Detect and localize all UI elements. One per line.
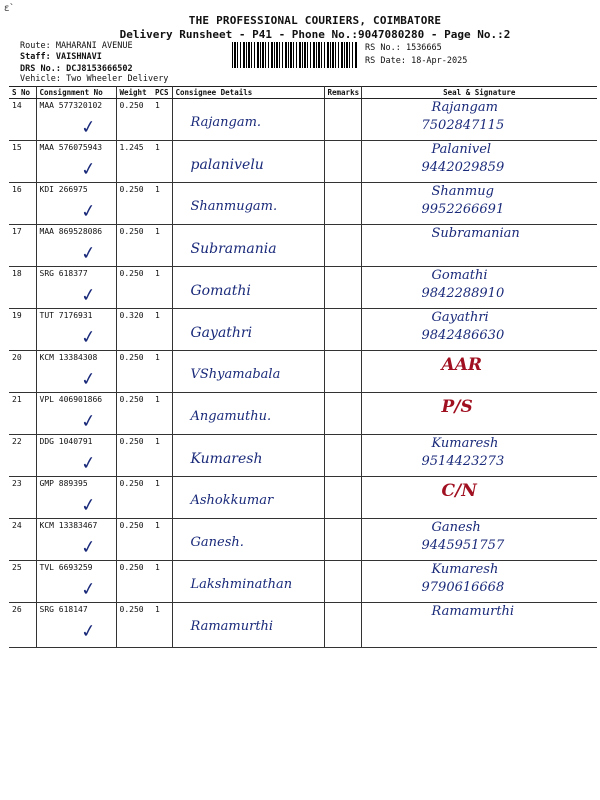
runsheet-title: Delivery Runsheet - P41 - Phone No.:9047080280 - Page No.:2: [119, 28, 511, 41]
col-pcs: PCS: [152, 87, 172, 99]
pcs-cell: 1: [152, 435, 172, 477]
table-row: [9, 183, 597, 225]
consignment-cell: [36, 99, 116, 141]
check-mark-icon: ✓: [79, 410, 97, 433]
signature-cell: [361, 393, 597, 435]
sno-cell: 24: [9, 519, 36, 561]
consignee-cell: [172, 225, 324, 267]
phone-handwritten: 9842288910: [421, 286, 505, 301]
phone-handwritten: 9442029859: [421, 160, 505, 175]
consignee-name-handwritten: Subramania: [190, 241, 277, 257]
signature-handwritten: Subramanian: [431, 226, 520, 241]
sno-cell: 19: [9, 309, 36, 351]
consignment-cell: [36, 309, 116, 351]
remarks-cell: [324, 141, 361, 183]
table-header-row: [9, 87, 597, 99]
signature-handwritten: Ramamurthi: [431, 604, 515, 619]
signature-handwritten: Rajangam: [431, 100, 498, 115]
signature-handwritten: P/S: [441, 397, 473, 417]
remarks-cell: [324, 561, 361, 603]
check-mark-icon: ✓: [79, 494, 97, 517]
remarks-cell: [324, 225, 361, 267]
table-row: [9, 267, 597, 309]
signature-cell: [361, 603, 597, 648]
drs-value: DCJ8153666502: [66, 64, 133, 74]
consignee-cell: [172, 561, 324, 603]
phone-handwritten: 9514423273: [421, 454, 505, 469]
consignment-cell: [36, 519, 116, 561]
signature-cell: [361, 183, 597, 225]
signature-cell: [361, 267, 597, 309]
consignment-cell: [36, 393, 116, 435]
consignment-no: MAA 576075943: [39, 143, 103, 152]
consignee-cell: [172, 267, 324, 309]
signature-cell: [361, 99, 597, 141]
sno-cell: 18: [9, 267, 36, 309]
drs-line: DRS No.: DCJ8153666502: [20, 64, 133, 74]
check-mark-icon: ✓: [79, 452, 97, 475]
signature-cell: [361, 351, 597, 393]
consignee-cell: [172, 351, 324, 393]
consignment-no: KCM 13383467: [39, 521, 98, 530]
weight-cell: 1.245: [116, 141, 152, 183]
consignee-name-handwritten: VShyamabala: [190, 367, 281, 382]
col-signature: Seal & Signature: [361, 87, 597, 99]
weight-cell: 0.250: [116, 225, 152, 267]
pcs-cell: 1: [152, 141, 172, 183]
sno-cell: 25: [9, 561, 36, 603]
consignment-cell: [36, 561, 116, 603]
check-mark-icon: ✓: [79, 368, 97, 391]
consignment-no: KCM 13384308: [39, 353, 98, 362]
consignment-no: GMP 889395: [39, 479, 88, 488]
consignment-cell: [36, 603, 116, 648]
consignee-name-handwritten: Angamuthu.: [190, 409, 272, 424]
phone-handwritten: 9952266691: [421, 202, 505, 217]
consignee-cell: [172, 477, 324, 519]
pcs-cell: 1: [152, 351, 172, 393]
remarks-cell: [324, 477, 361, 519]
pcs-cell: 1: [152, 183, 172, 225]
runsheet-table: [9, 86, 597, 648]
sno-cell: 21: [9, 393, 36, 435]
table-row: [9, 99, 597, 141]
sno-cell: 22: [9, 435, 36, 477]
consignment-cell: [36, 141, 116, 183]
consignee-cell: [172, 435, 324, 477]
table-row: [9, 309, 597, 351]
vehicle-line: Vehicle: Two Wheeler Delivery: [20, 74, 169, 84]
weight-cell: 0.250: [116, 435, 152, 477]
signature-cell: [361, 225, 597, 267]
weight-cell: 0.250: [116, 99, 152, 141]
rs-date-value: 18-Apr-2025: [411, 56, 468, 66]
table-row: [9, 519, 597, 561]
consignment-no: VPL 406901866: [39, 395, 103, 404]
vehicle-value: Two Wheeler Delivery: [66, 74, 169, 84]
sno-cell: 15: [9, 141, 36, 183]
table-row: [9, 141, 597, 183]
table-row: [9, 225, 597, 267]
remarks-cell: [324, 435, 361, 477]
signature-handwritten: Ganesh: [431, 520, 481, 535]
col-consignment: Consignment No: [36, 87, 116, 99]
consignee-cell: [172, 99, 324, 141]
check-mark-icon: ✓: [79, 116, 97, 139]
rs-no-value: 1536665: [405, 43, 442, 53]
signature-handwritten: Kumaresh: [431, 562, 499, 577]
signature-cell: [361, 561, 597, 603]
pcs-cell: 1: [152, 519, 172, 561]
consignee-name-handwritten: Ramamurthi: [190, 619, 274, 634]
phone-handwritten: 9842486630: [421, 328, 505, 343]
check-mark-icon: ✓: [79, 536, 97, 559]
pcs-cell: 1: [152, 225, 172, 267]
sno-cell: 26: [9, 603, 36, 648]
table-row: [9, 603, 597, 648]
remarks-cell: [324, 603, 361, 648]
consignee-name-handwritten: Rajangam.: [190, 115, 262, 130]
rs-info: RS No.: 1536665 RS Date: 18-Apr-2025: [365, 43, 468, 66]
check-mark-icon: ✓: [79, 326, 97, 349]
sno-cell: 16: [9, 183, 36, 225]
consignee-cell: [172, 183, 324, 225]
pcs-cell: 1: [152, 477, 172, 519]
check-mark-icon: ✓: [79, 242, 97, 265]
consignment-cell: [36, 435, 116, 477]
col-sno: S No: [9, 87, 36, 99]
remarks-cell: [324, 99, 361, 141]
signature-handwritten: Shanmug: [431, 184, 494, 199]
pcs-cell: 1: [152, 267, 172, 309]
consignment-cell: [36, 267, 116, 309]
sno-cell: 14: [9, 99, 36, 141]
phone-handwritten: 7502847115: [421, 118, 505, 133]
col-remarks: Remarks: [324, 87, 361, 99]
signature-handwritten: Palanivel: [431, 142, 492, 157]
check-mark-icon: ✓: [79, 620, 97, 643]
consignment-no: SRG 618147: [39, 605, 88, 614]
signature-handwritten: Kumaresh: [431, 436, 499, 451]
weight-cell: 0.250: [116, 183, 152, 225]
table-row: [9, 477, 597, 519]
pcs-cell: 1: [152, 603, 172, 648]
check-mark-icon: ✓: [79, 158, 97, 181]
signature-handwritten: AAR: [441, 355, 483, 375]
signature-cell: [361, 141, 597, 183]
signature-cell: [361, 477, 597, 519]
consignment-cell: [36, 477, 116, 519]
consignment-no: TUT 7176931: [39, 311, 93, 320]
col-consignee: Consignee Details: [172, 87, 324, 99]
sno-cell: 23: [9, 477, 36, 519]
consignee-name-handwritten: Lakshminathan: [190, 577, 293, 592]
signature-handwritten: C/N: [441, 481, 477, 501]
company-title: THE PROFESSIONAL COURIERS, COIMBATORE: [188, 14, 442, 27]
consignee-name-handwritten: Kumaresh: [190, 451, 263, 467]
weight-cell: 0.250: [116, 351, 152, 393]
sno-cell: 17: [9, 225, 36, 267]
route-line: Route: MAHARANI AVENUE: [20, 41, 133, 51]
remarks-cell: [324, 309, 361, 351]
weight-cell: 0.250: [116, 267, 152, 309]
consignee-name-handwritten: Ashokkumar: [190, 493, 274, 508]
consignment-cell: [36, 351, 116, 393]
consignee-name-handwritten: palanivelu: [190, 157, 264, 173]
weight-cell: 0.250: [116, 561, 152, 603]
check-mark-icon: ✓: [79, 578, 97, 601]
remarks-cell: [324, 183, 361, 225]
consignment-no: MAA 577320102: [39, 101, 103, 110]
consignment-no: KDI 266975: [39, 185, 88, 194]
remarks-cell: [324, 351, 361, 393]
consignee-name-handwritten: Gomathi: [190, 283, 251, 299]
barcode: [232, 42, 357, 68]
remarks-cell: [324, 267, 361, 309]
phone-handwritten: 9790616668: [421, 580, 505, 595]
table-row: [9, 435, 597, 477]
signature-cell: [361, 519, 597, 561]
weight-cell: 0.320: [116, 309, 152, 351]
consignee-cell: [172, 519, 324, 561]
phone-handwritten: 9445951757: [421, 538, 505, 553]
signature-cell: [361, 309, 597, 351]
consignee-name-handwritten: Gayathri: [190, 325, 253, 341]
pcs-cell: 1: [152, 99, 172, 141]
sno-cell: 20: [9, 351, 36, 393]
staff-line: Staff: VAISHNAVI: [20, 52, 102, 62]
consignee-cell: [172, 141, 324, 183]
signature-handwritten: Gomathi: [431, 268, 488, 283]
consignee-name-handwritten: Ganesh.: [190, 535, 244, 550]
table-row: [9, 561, 597, 603]
staff-value: VAISHNAVI: [55, 52, 102, 62]
remarks-cell: [324, 393, 361, 435]
consignment-no: MAA 869528086: [39, 227, 103, 236]
consignee-cell: [172, 393, 324, 435]
check-mark-icon: ✓: [79, 284, 97, 307]
weight-cell: 0.250: [116, 519, 152, 561]
route-value: MAHARANI AVENUE: [55, 41, 133, 51]
consignee-name-handwritten: Shanmugam.: [190, 199, 278, 214]
col-weight: Weight: [116, 87, 152, 99]
consignee-cell: [172, 603, 324, 648]
pcs-cell: 1: [152, 309, 172, 351]
consignment-no: SRG 618377: [39, 269, 88, 278]
weight-cell: 0.250: [116, 603, 152, 648]
consignment-no: DDG 1040791: [39, 437, 93, 446]
weight-cell: 0.250: [116, 393, 152, 435]
scan-mark: ɛ`: [4, 3, 15, 14]
consignee-cell: [172, 309, 324, 351]
consignment-cell: [36, 183, 116, 225]
weight-cell: 0.250: [116, 477, 152, 519]
remarks-cell: [324, 519, 361, 561]
table-row: [9, 351, 597, 393]
signature-handwritten: Gayathri: [431, 310, 489, 325]
pcs-cell: 1: [152, 561, 172, 603]
check-mark-icon: ✓: [79, 200, 97, 223]
consignment-cell: [36, 225, 116, 267]
table-row: [9, 393, 597, 435]
pcs-cell: 1: [152, 393, 172, 435]
consignment-no: TVL 6693259: [39, 563, 93, 572]
signature-cell: [361, 435, 597, 477]
